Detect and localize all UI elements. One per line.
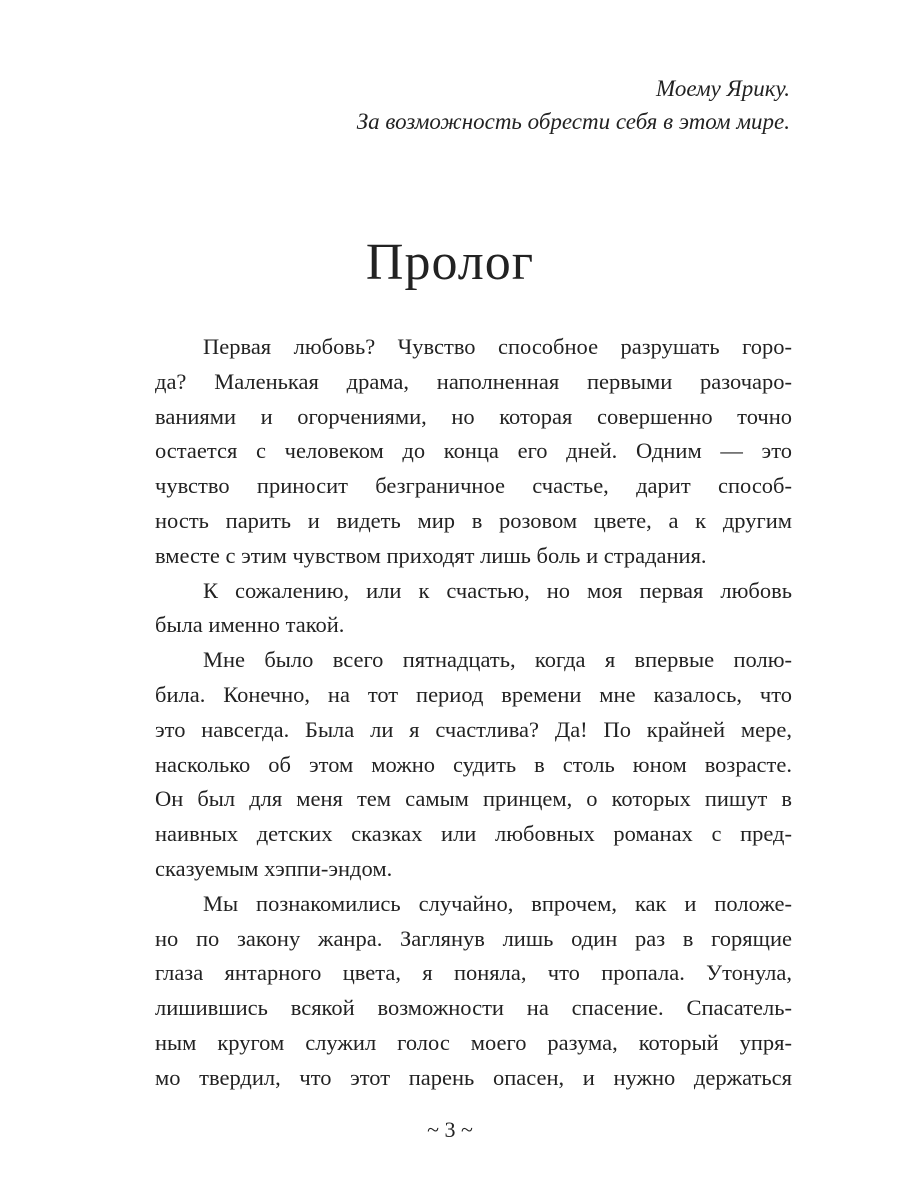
- text-line: насколько об этом можно судить в столь юном возрасте.: [155, 751, 792, 777]
- text-line: глаза янтарного цвета, я поняла, что пропала. Утонула,: [155, 960, 792, 986]
- text-line: ваниями и огорчениями, но которая совершенно точно: [155, 403, 792, 429]
- text-line: чувство приносит безграничное счастье, дарит способ-: [155, 473, 792, 499]
- text-line: лишившись всякой возможности на спасение. Спасатель-: [155, 995, 792, 1021]
- paragraph-2: [155, 574, 792, 644]
- text-line: да? Маленькая драма, наполненная первыми разочаро-: [155, 368, 792, 394]
- dedication-line-2: За возможность обрести себя в этом мире.: [356, 109, 790, 134]
- text-line: била. Конечно, на тот период времени мне казалось, что: [155, 681, 792, 707]
- paragraph-4: [155, 887, 792, 1096]
- text-line: остается с человеком до конца его дней. Одним — это: [155, 438, 792, 464]
- text-line: была именно такой.: [155, 612, 345, 638]
- text-line: К сожалению, или к счастью, но моя первая любовь: [203, 577, 792, 603]
- text-line: ность парить и видеть мир в розовом цвете, а к другим: [155, 507, 792, 533]
- dedication: [357, 72, 790, 138]
- text-line: Первая любовь? Чувство способное разрушать горо-: [203, 334, 792, 359]
- text-line: наивных детских сказках или любовных романах с пред-: [155, 821, 792, 847]
- text-line: Он был для меня тем самым принцем, о которых пишут в: [155, 786, 792, 812]
- dedication-line-1: Моему Ярику.: [656, 76, 790, 101]
- text-line: это навсегда. Была ли я счастлива? Да! По крайней мере,: [155, 716, 792, 742]
- text-line: ным кругом служил голос моего разума, который упря-: [155, 1029, 792, 1055]
- body-text: [155, 330, 792, 1096]
- text-line: вместе с этим чувством приходят лишь боль и страдания.: [155, 542, 707, 568]
- text-line: но по закону жанра. Заглянув лишь один раз в горящие: [155, 925, 792, 951]
- paragraph-1: [155, 330, 792, 574]
- chapter-title: Пролог: [365, 234, 535, 291]
- text-line: мо твердил, что этот парень опасен, и нужно держаться: [155, 1064, 792, 1090]
- text-line: Мы познакомились случайно, впрочем, как и положе-: [203, 890, 792, 916]
- page-number: ~ 3 ~: [427, 1117, 473, 1142]
- text-line: сказуемым хэппи-эндом.: [155, 855, 393, 881]
- paragraph-3: [155, 643, 792, 887]
- text-line: Мне было всего пятнадцать, когда я впервые полю-: [203, 647, 792, 673]
